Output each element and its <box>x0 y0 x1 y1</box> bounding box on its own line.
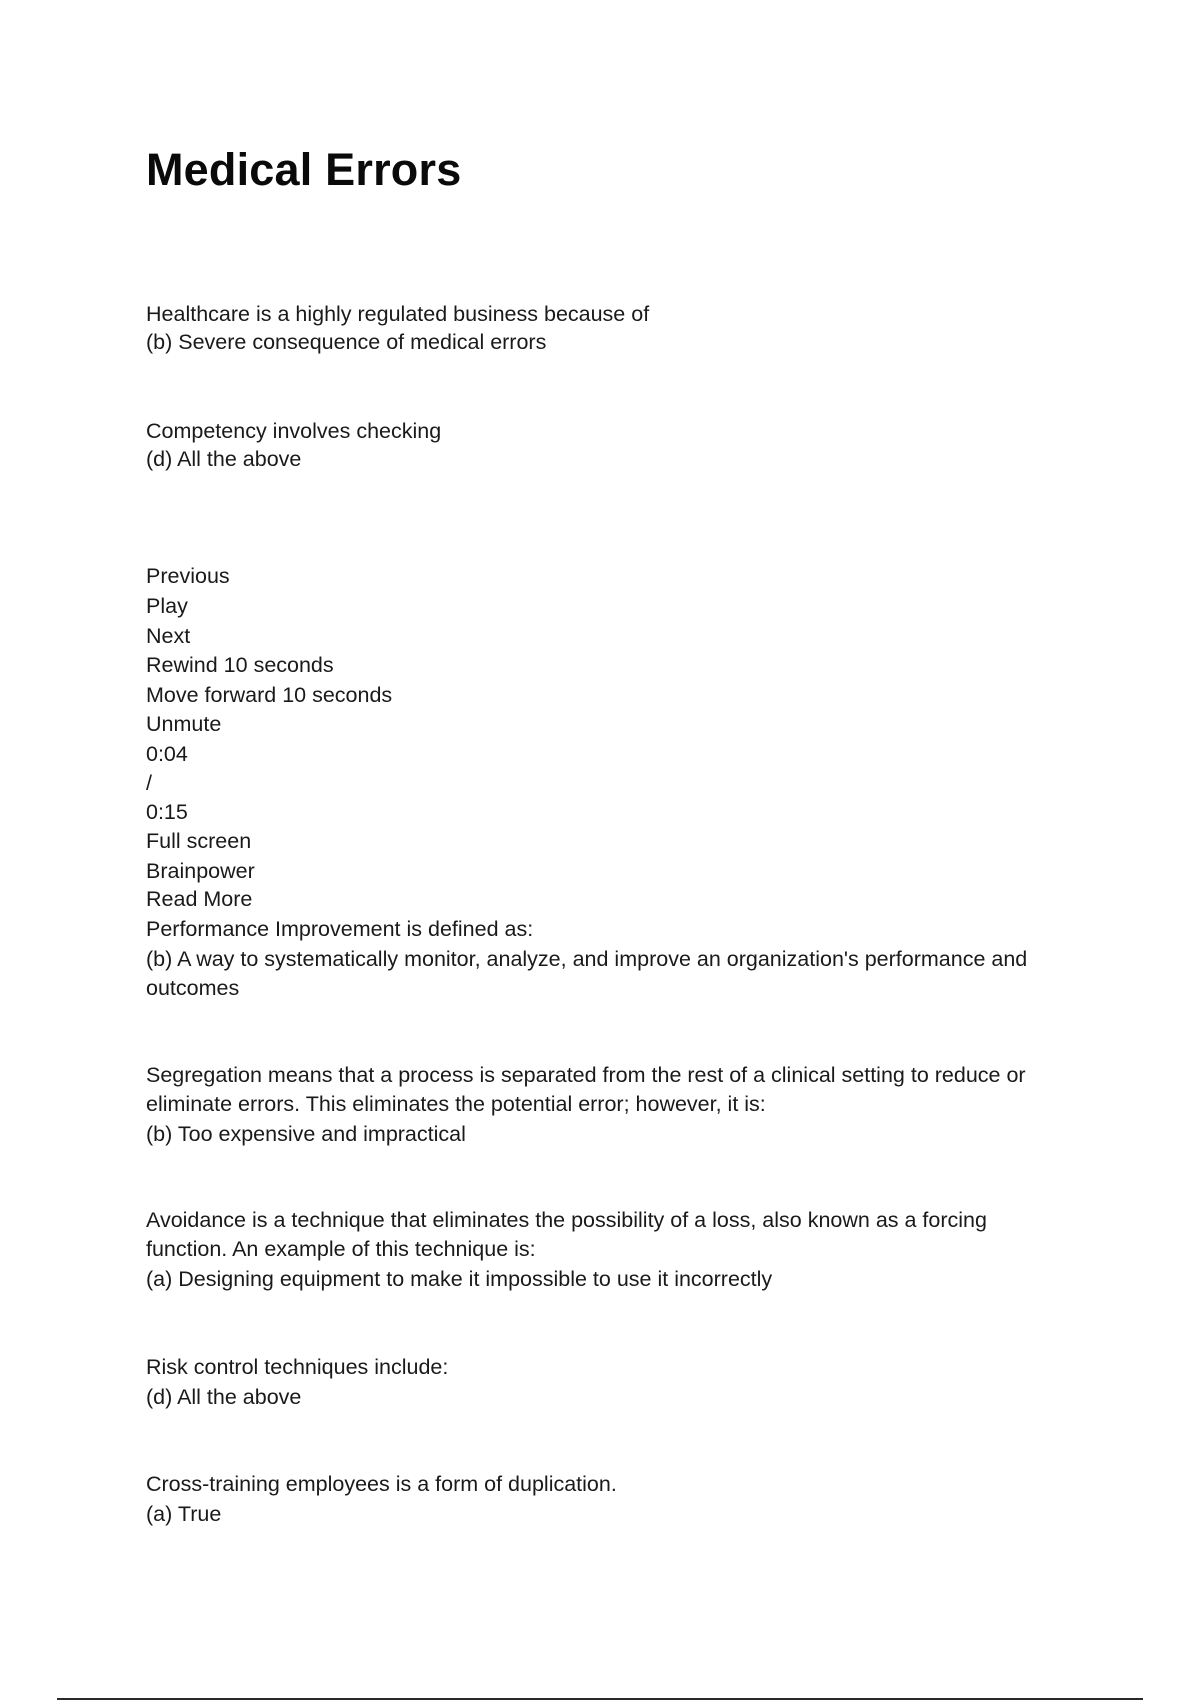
answer-7: (a) True <box>146 1502 222 1526</box>
question-4: Segregation means that a process is separated from the rest of a clinical setting to reduce or eliminate errors. This eliminates the potential error; however, it is: <box>146 1063 1026 1116</box>
time-separator: / <box>146 771 152 795</box>
question-7: Cross-training employees is a form of duplication. <box>146 1472 617 1496</box>
answer-6: (d) All the above <box>146 1385 302 1409</box>
answer-4: (b) Too expensive and impractical <box>146 1122 466 1146</box>
question-3: Performance Improvement is defined as: <box>146 917 534 941</box>
play-button[interactable]: Play <box>146 594 188 618</box>
read-more-link[interactable]: Read More <box>146 887 253 911</box>
question-2: Competency involves checking <box>146 419 442 443</box>
answer-3: (b) A way to systematically monitor, analyze, and improve an organization's performance and outcomes <box>146 947 1028 1000</box>
answer-2: (d) All the above <box>146 447 302 471</box>
question-5: Avoidance is a technique that eliminates the possibility of a loss, also known as a forcing function. An example of this technique is: <box>146 1208 987 1261</box>
question-1: Healthcare is a highly regulated business because of <box>146 302 650 326</box>
forward-button[interactable]: Move forward 10 seconds <box>146 683 393 707</box>
page-title: Medical Errors <box>146 144 462 195</box>
current-time: 0:04 <box>146 742 188 766</box>
brand-link[interactable]: Brainpower <box>146 859 255 883</box>
answer-1: (b) Severe consequence of medical errors <box>146 330 547 354</box>
fullscreen-button[interactable]: Full screen <box>146 829 252 853</box>
question-6: Risk control techniques include: <box>146 1355 449 1379</box>
next-button[interactable]: Next <box>146 624 191 648</box>
previous-button[interactable]: Previous <box>146 564 230 588</box>
rewind-button[interactable]: Rewind 10 seconds <box>146 653 334 677</box>
unmute-button[interactable]: Unmute <box>146 712 222 736</box>
duration: 0:15 <box>146 800 188 824</box>
answer-5: (a) Designing equipment to make it impossible to use it incorrectly <box>146 1267 773 1291</box>
